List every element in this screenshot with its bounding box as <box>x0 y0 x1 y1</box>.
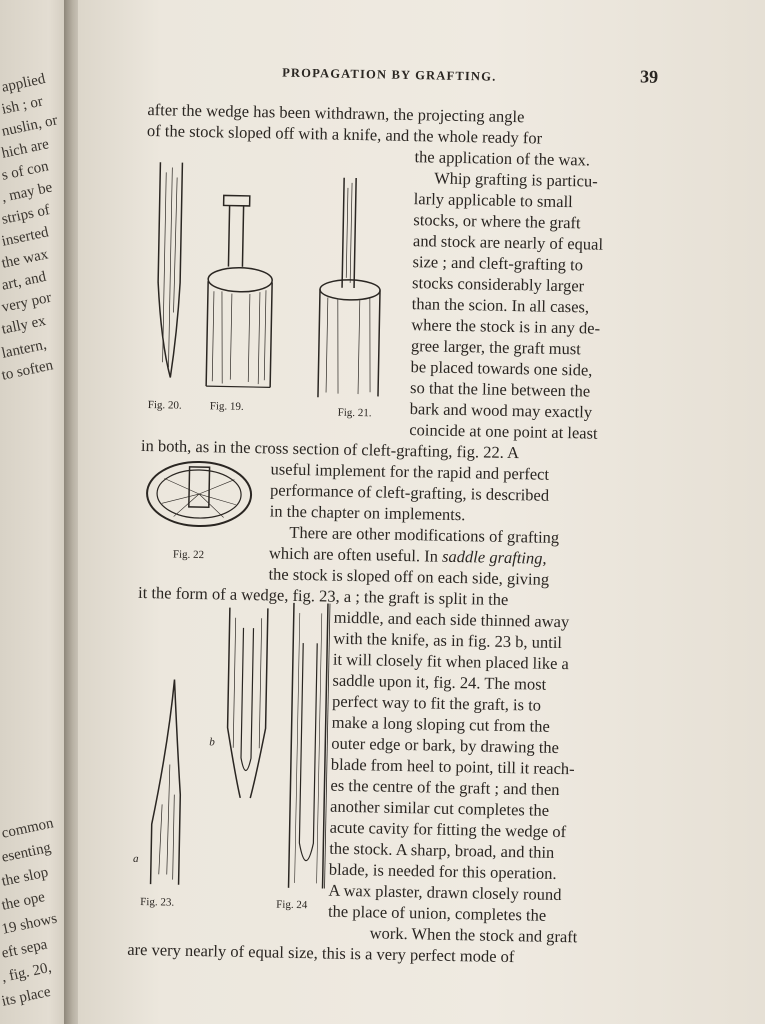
fig22-caption: Fig. 22 <box>172 548 205 562</box>
fig23a-illustration <box>140 674 204 890</box>
left-text: nuslin, or <box>0 112 59 140</box>
text-line: and stock are nearly of equal <box>412 231 604 254</box>
fig19-caption: Fig. 19. <box>209 400 244 413</box>
left-text: 19 shows <box>0 910 59 938</box>
text-line: stocks considerably larger <box>411 273 585 296</box>
text-line: in the chapter on implements. <box>269 501 466 525</box>
text-line: useful implement for the rapid and perfect <box>270 459 550 484</box>
fig24-caption: Fig. 24 <box>276 898 308 912</box>
text-line: middle, and each side thinned away <box>333 607 570 632</box>
text-line: make a long sloping cut from the <box>331 712 550 736</box>
text-line: so that the line between the <box>409 378 591 401</box>
text-line: perfect way to fit the graft, is to <box>331 691 542 715</box>
text-line: the stock is sloped off on each side, giving <box>268 564 550 589</box>
left-text: ish ; or <box>0 93 45 118</box>
text-line: another similar cut completes the <box>329 796 550 820</box>
left-text: esenting <box>0 839 53 866</box>
left-text: lantern, <box>0 336 48 362</box>
text-line: the application of the wax. <box>414 147 591 170</box>
left-text: eft sepa <box>0 936 49 962</box>
text-line: it the form of a wedge, fig. 23, a ; the graft is split in the <box>137 582 509 609</box>
left-text: the ope <box>0 889 47 914</box>
book-page <box>78 0 765 1024</box>
left-text: hich are <box>0 136 51 162</box>
text-line: coincide at one point at least <box>409 420 598 443</box>
left-text: the slop <box>0 864 50 890</box>
left-text: very por <box>0 289 53 316</box>
text-line: A wax plaster, drawn closely round <box>328 880 562 905</box>
fig22-illustration <box>143 458 254 530</box>
text-line: outer edge or bark, by drawing the <box>331 733 560 757</box>
text-line: acute cavity for fitting the wedge of <box>329 817 567 842</box>
text-line: es the centre of the graft ; and then <box>330 775 560 800</box>
left-text: its place <box>0 983 53 1010</box>
text-line: bark and wood may exactly <box>409 399 593 422</box>
text-line: of the stock sloped off with a knife, and the whole ready for <box>146 120 543 148</box>
text-line: after the wedge has been withdrawn, the projecting angle <box>147 99 525 127</box>
left-text: the wax <box>0 246 50 272</box>
text-line: saddle upon it, fig. 24. The most <box>332 670 547 694</box>
left-text: s of con <box>0 158 51 184</box>
text-line: work. When the stock and graft <box>369 923 578 947</box>
page-number: 39 <box>639 66 659 87</box>
left-text: strips of <box>0 202 52 228</box>
left-text: , fig. 20, <box>0 959 53 986</box>
left-page-edge <box>0 0 70 1024</box>
fig19-illustration <box>198 191 282 397</box>
text-segment: which are often useful. In <box>268 543 443 566</box>
text-line: There are other modifications of grafting <box>289 522 560 547</box>
left-text: inserted <box>0 224 51 250</box>
text-line: larly applicable to small <box>413 189 573 212</box>
text-line: be placed towards one side, <box>410 357 593 380</box>
text-line: are very nearly of equal size, this is a very perfect mode of <box>127 939 515 967</box>
text-line: where the stock is in any de- <box>411 315 601 338</box>
text-line: the stock. A sharp, broad, and thin <box>329 838 555 862</box>
left-text: , may be <box>0 179 54 206</box>
text-line: than the scion. In all cases, <box>411 294 590 317</box>
text-line: gree larger, the graft must <box>410 336 582 359</box>
text-line: blade, is needed for this operation. <box>328 859 557 883</box>
fig23b-label: b <box>209 736 215 749</box>
fig23-caption: Fig. 23. <box>140 895 175 909</box>
left-text: applied <box>0 71 47 96</box>
text-line: in both, as in the cross section of cleft-grafting, fig. 22. A <box>140 435 520 463</box>
text-line: blade from heel to point, till it reach- <box>330 754 575 779</box>
fig24-illustration <box>280 603 336 894</box>
fig20-illustration <box>148 162 192 383</box>
left-text: art, and <box>0 268 48 294</box>
text-line: size ; and cleft-grafting to <box>412 252 584 275</box>
fig23b-illustration <box>220 608 274 804</box>
fig21-illustration <box>312 177 391 403</box>
fig23a-label: a <box>132 852 139 865</box>
left-text: tally ex <box>0 312 48 338</box>
italic-term: saddle grafting, <box>441 546 547 568</box>
text-line: Whip grafting is particu- <box>433 168 598 191</box>
fig21-caption: Fig. 21. <box>337 406 372 420</box>
text-line: it will closely fit when placed like a <box>332 649 570 674</box>
running-header: PROPAGATION BY GRAFTING. <box>282 65 497 84</box>
left-text: common <box>0 815 55 842</box>
text-line: performance of cleft-grafting, is described <box>269 480 550 505</box>
text-line: stocks, or where the graft <box>413 210 581 233</box>
left-text: to soften <box>0 357 55 384</box>
text-line: with the knife, as in fig. 23 b, until <box>333 628 563 653</box>
text-line: the place of union, completes the <box>327 901 547 925</box>
text-line <box>269 545 547 567</box>
fig20-caption: Fig. 20. <box>147 399 182 412</box>
